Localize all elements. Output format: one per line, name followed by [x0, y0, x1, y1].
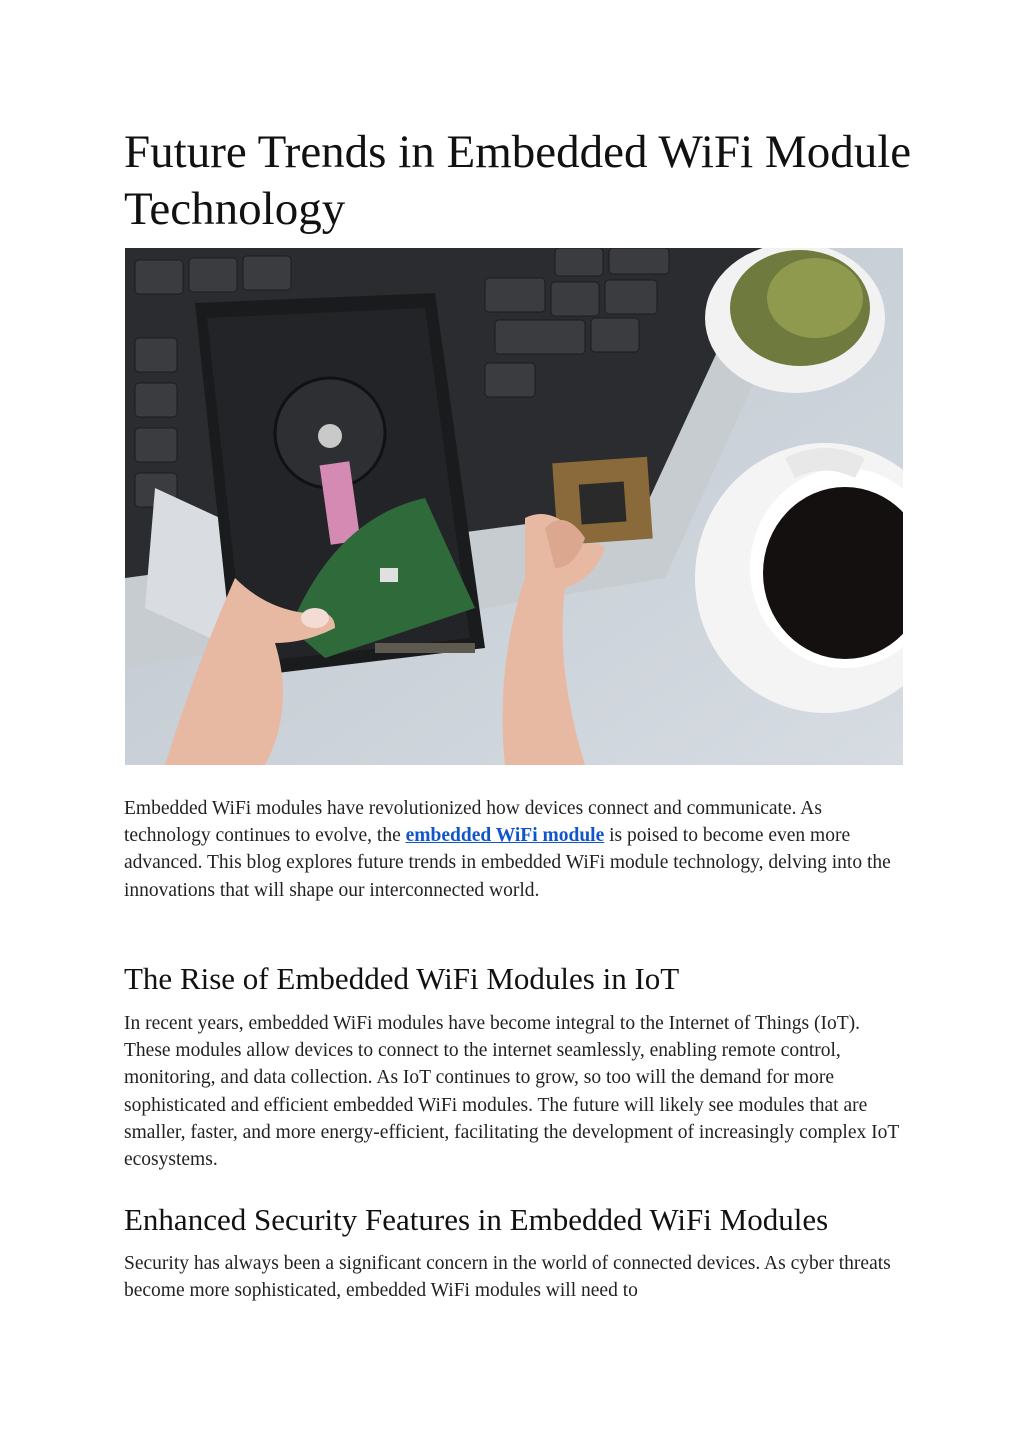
hero-image	[125, 248, 903, 765]
section-body-iot: In recent years, embedded WiFi modules have become integral to the Internet of Things (IoT). These modules allow devices to connect to the internet seamlessly, enabling remote control, monitoring, and data collection. As IoT continues to grow, so too will the demand for more sophisticated and efficient embedded WiFi modules. The future will likely see modules that are smaller, faster, and more energy-efficient, facilitating the development of increasingly complex IoT ecosystems.	[124, 1013, 899, 1171]
section-heading-security: Enhanced Security Features in Embedded WiFi Modules	[124, 1202, 829, 1237]
section-body-security: Security has always been a significant concern in the world of connected devices. As cyber threats become more sophisticated, embedded WiFi modules will need to	[124, 1253, 891, 1302]
cactus-pot	[705, 248, 885, 393]
intro-text-after: is poised to become even more advanced. This blog explores future trends in embedded WiFi module technology, delving into the innovations that will shape our interconnected world.	[124, 825, 891, 901]
section-heading-iot: The Rise of Embedded WiFi Modules in IoT	[124, 961, 680, 996]
intro-paragraph	[124, 795, 902, 904]
embedded-wifi-module-link[interactable]: embedded WiFi module	[405, 825, 605, 847]
hero-illustration	[125, 248, 903, 765]
intro-text-before: Embedded WiFi modules have revolutionized how devices connect and communicate. As technology continues to evolve, the	[124, 798, 822, 847]
page-title: Future Trends in Embedded WiFi Module Technology	[124, 126, 912, 235]
